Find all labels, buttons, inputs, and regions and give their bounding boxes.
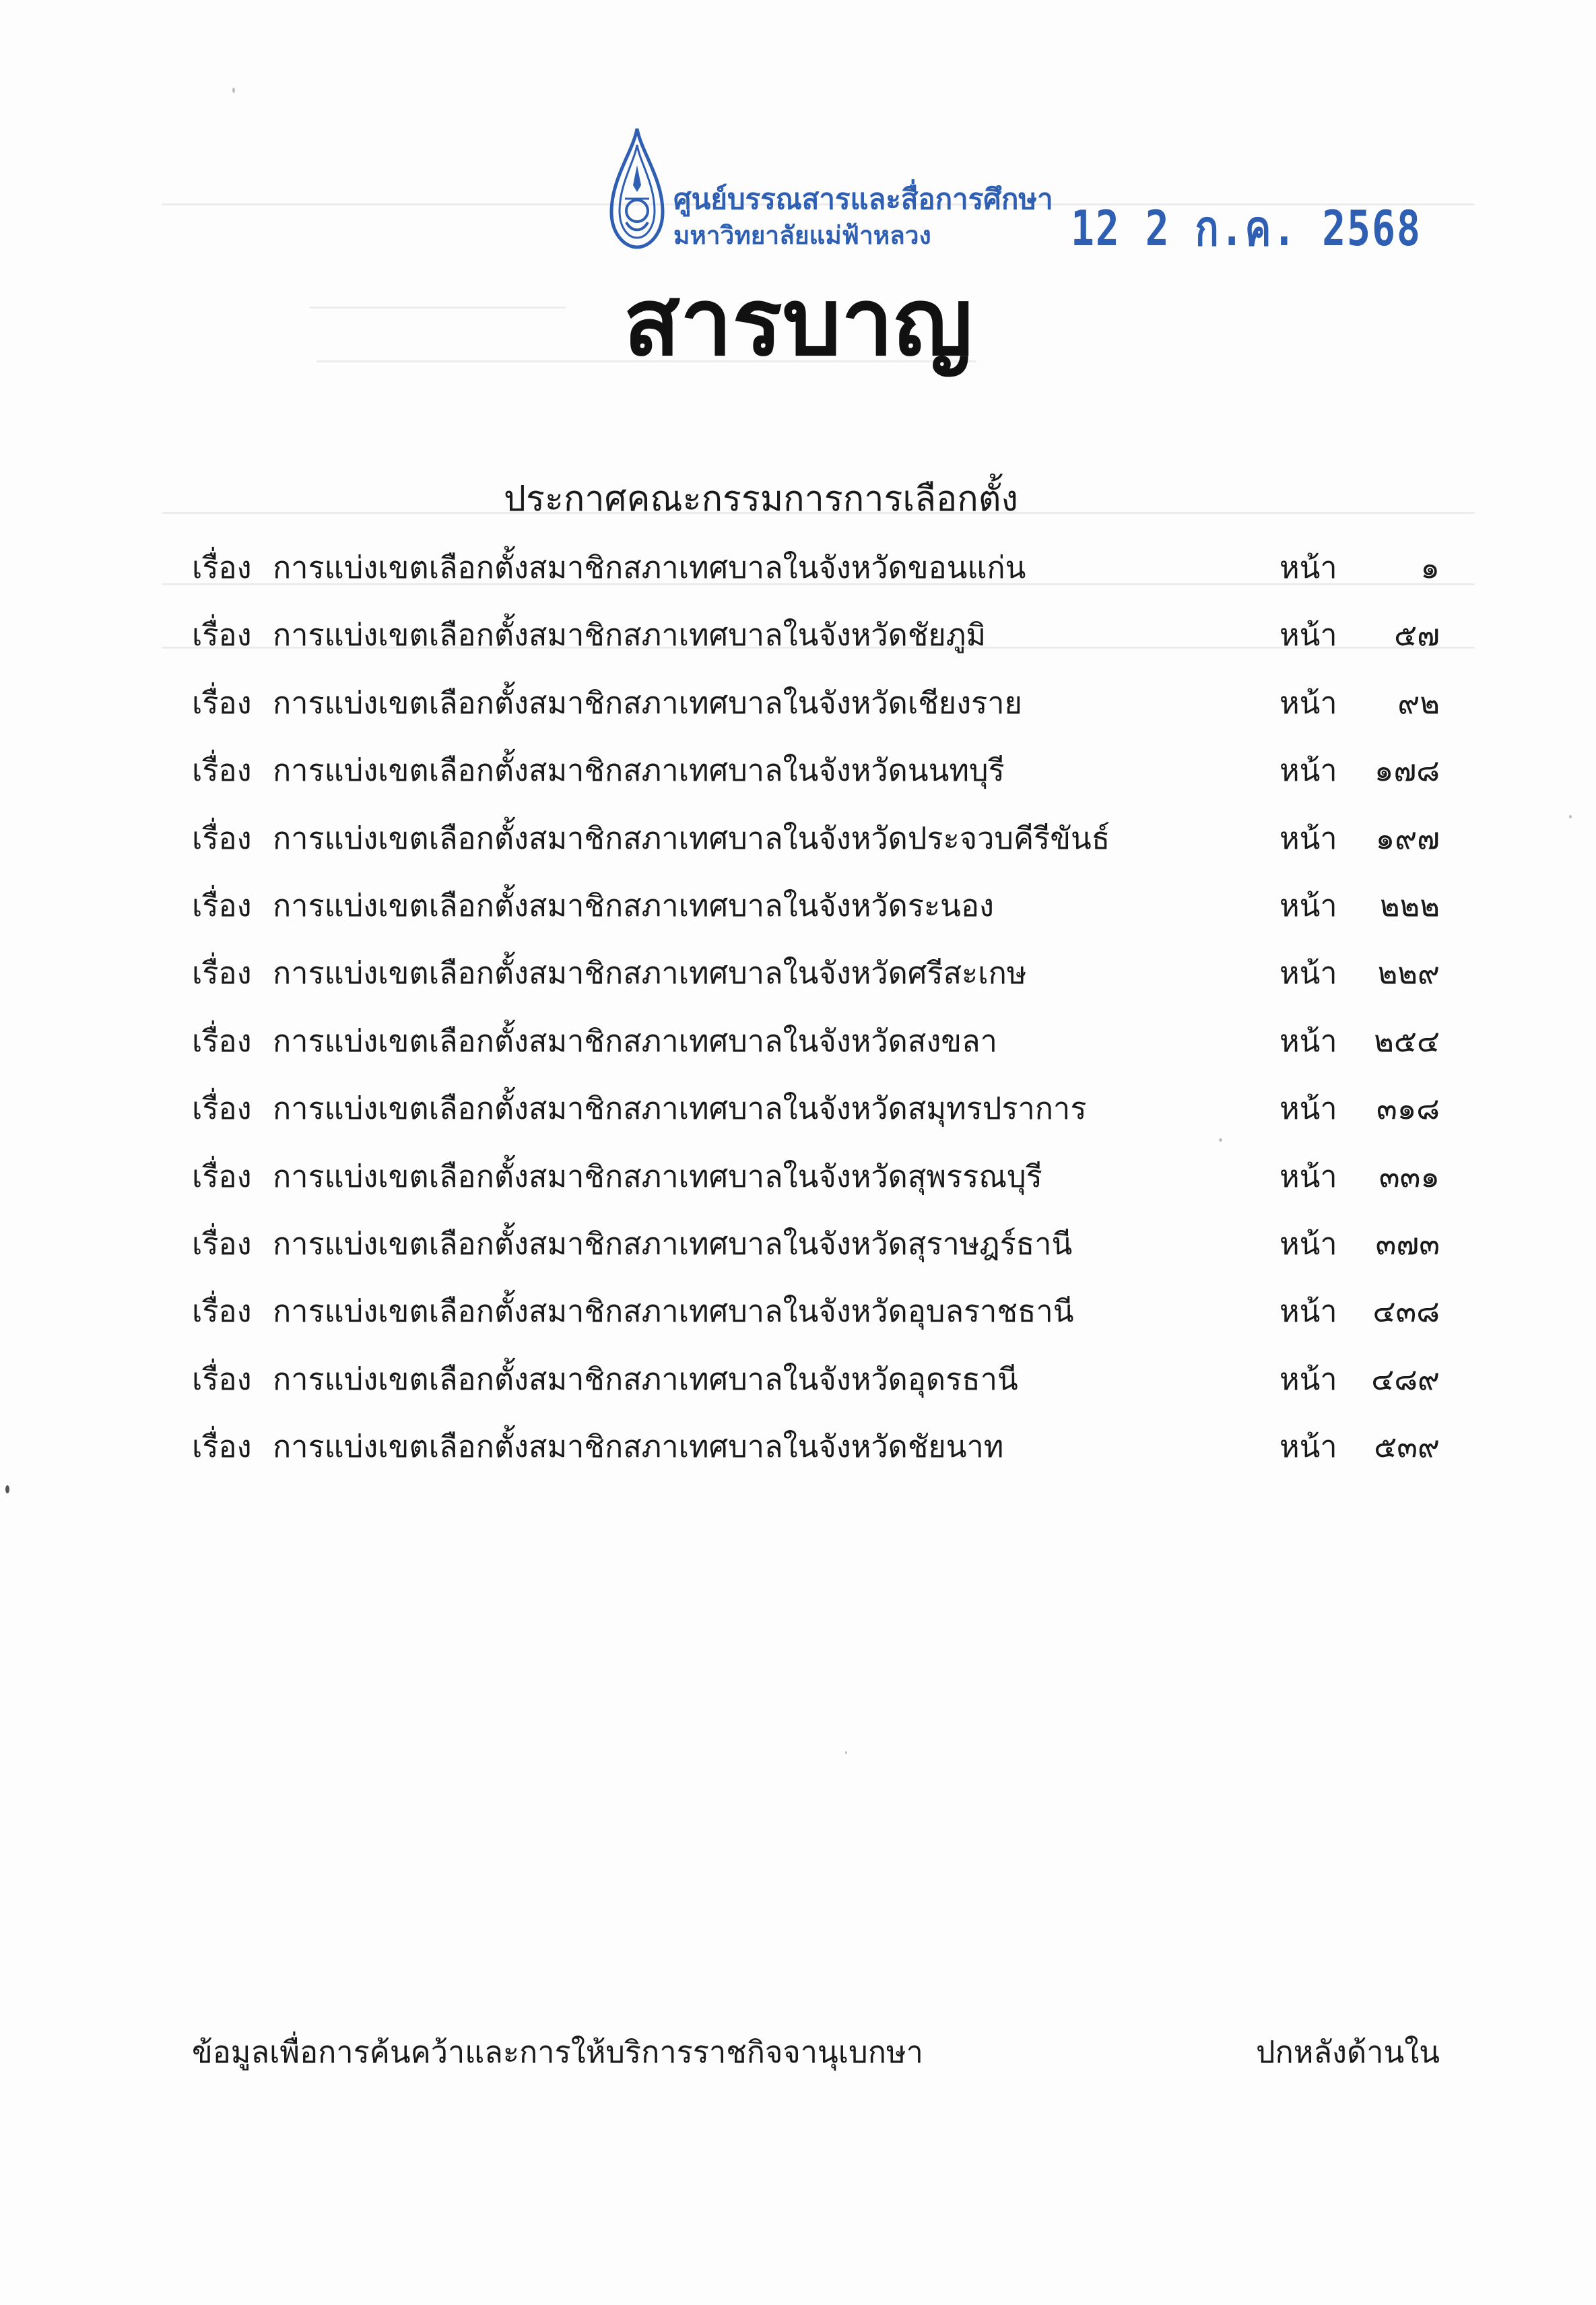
toc-entry-title: การแบ่งเขตเลือกตั้งสมาชิกสภาเทศบาลในจังหวัดชัยนาท — [273, 1429, 1004, 1465]
toc-entry — [0, 746, 1596, 813]
toc-entry-prefix: เรื่อง — [192, 550, 252, 585]
toc-entry-prefix: เรื่อง — [192, 1158, 252, 1194]
toc-page-number: ๔๘๙ — [1371, 1361, 1440, 1397]
toc-entry — [0, 1355, 1596, 1422]
toc-page-number: ๒๒๒ — [1380, 887, 1440, 923]
toc-entry-title: การแบ่งเขตเลือกตั้งสมาชิกสภาเทศบาลในจังหวัดระนอง — [273, 887, 994, 923]
toc-page-number: ๒๒๙ — [1377, 955, 1440, 992]
toc-entry-title: การแบ่งเขตเลือกตั้งสมาชิกสภาเทศบาลในจังหวัดอุบลราชธานี — [273, 1293, 1074, 1330]
toc-page-label: หน้า — [1279, 1225, 1337, 1262]
footer-source-note: ข้อมูลเพื่อการค้นคว้าและการให้บริการราชกิจจานุเบกษา — [192, 2034, 923, 2070]
toc-page-number: ๑๗๘ — [1374, 752, 1440, 789]
toc-page-number: ๕๗ — [1394, 617, 1440, 653]
toc-entry — [0, 814, 1596, 881]
toc-entry-prefix: เรื่อง — [192, 1293, 252, 1330]
toc-entry-title: การแบ่งเขตเลือกตั้งสมาชิกสภาเทศบาลในจังหวัดนนทบุรี — [273, 752, 1005, 789]
toc-entry-prefix: เรื่อง — [192, 1022, 252, 1059]
toc-entry — [0, 1016, 1596, 1084]
toc-page-label: หน้า — [1279, 1429, 1337, 1465]
toc-entry-title: การแบ่งเขตเลือกตั้งสมาชิกสภาเทศบาลในจังหวัดประจวบคีรีขันธ์ — [273, 820, 1110, 856]
toc-entry — [0, 1287, 1596, 1354]
toc-entry — [0, 1152, 1596, 1219]
toc-entry-prefix: เรื่อง — [192, 887, 252, 923]
toc-page-number: ๒๕๔ — [1374, 1022, 1440, 1059]
toc-entry — [0, 1219, 1596, 1287]
toc-entry-prefix: เรื่อง — [192, 1225, 252, 1262]
toc-entry-title: การแบ่งเขตเลือกตั้งสมาชิกสภาเทศบาลในจังหวัดเชียงราย — [273, 684, 1022, 721]
toc-page-label: หน้า — [1279, 1361, 1337, 1397]
footer-page-position: ปกหลังด้านใน — [1255, 2034, 1440, 2070]
page-title: สารบาญ — [623, 268, 973, 377]
toc-entry-title: การแบ่งเขตเลือกตั้งสมาชิกสภาเทศบาลในจังหวัดสุพรรณบุรี — [273, 1158, 1042, 1194]
scan-speck — [1219, 1138, 1222, 1142]
toc-page-number: ๔๓๘ — [1372, 1293, 1440, 1330]
scan-speck — [5, 1485, 9, 1493]
scan-speck — [232, 88, 235, 93]
stamp-date: 12 2 ก.ค. 2568 — [1071, 199, 1422, 257]
toc-page-label: หน้า — [1279, 684, 1337, 721]
toc-page-label: หน้า — [1279, 955, 1337, 992]
scan-speck — [1569, 815, 1572, 818]
toc-page-number: ๓๗๓ — [1375, 1225, 1440, 1262]
library-received-stamp — [606, 125, 1422, 257]
toc-entry-title: การแบ่งเขตเลือกตั้งสมาชิกสภาเทศบาลในจังหวัดศรีสะเกษ — [273, 955, 1027, 992]
toc-entry-prefix: เรื่อง — [192, 820, 252, 856]
toc-page-label: หน้า — [1279, 1293, 1337, 1330]
toc-entry — [0, 1422, 1596, 1489]
toc-page-label: หน้า — [1279, 752, 1337, 789]
toc-entry — [0, 610, 1596, 678]
table-of-contents — [0, 543, 1596, 1489]
toc-page-number: ๙๒ — [1397, 684, 1440, 721]
toc-entry — [0, 1084, 1596, 1151]
toc-page-label: หน้า — [1279, 1022, 1337, 1059]
stamp-org-name: ศูนย์บรรณสารและสื่อการศึกษา — [673, 183, 1053, 216]
toc-entry-title: การแบ่งเขตเลือกตั้งสมาชิกสภาเทศบาลในจังหวัดสงขลา — [273, 1022, 997, 1059]
toc-entry-title: การแบ่งเขตเลือกตั้งสมาชิกสภาเทศบาลในจังหวัดสุราษฎร์ธานี — [273, 1225, 1073, 1262]
toc-page-label: หน้า — [1279, 1158, 1337, 1194]
toc-page-label: หน้า — [1279, 550, 1337, 585]
toc-entry-prefix: เรื่อง — [192, 617, 252, 653]
stamp-university-name: มหาวิทยาลัยแม่ฟ้าหลวง — [673, 221, 931, 250]
toc-entry — [0, 948, 1596, 1016]
toc-page-number: ๓๓๑ — [1378, 1158, 1440, 1194]
toc-page-label: หน้า — [1279, 887, 1337, 923]
toc-page-number: ๕๓๙ — [1374, 1429, 1440, 1465]
toc-page-number: ๑ — [1420, 550, 1440, 585]
section-heading: ประกาศคณะกรรมการการเลือกตั้ง — [504, 479, 1018, 519]
toc-entry-title: การแบ่งเขตเลือกตั้งสมาชิกสภาเทศบาลในจังหวัดชัยภูมิ — [273, 617, 987, 653]
toc-entry-prefix: เรื่อง — [192, 1429, 252, 1465]
toc-page-number: ๑๙๗ — [1375, 820, 1440, 856]
toc-entry-prefix: เรื่อง — [192, 955, 252, 992]
toc-entry — [0, 678, 1596, 746]
toc-entry — [0, 881, 1596, 948]
toc-page-label: หน้า — [1279, 617, 1337, 653]
mfu-university-emblem-icon — [606, 125, 668, 253]
toc-entry — [0, 543, 1596, 610]
toc-entry-prefix: เรื่อง — [192, 1361, 252, 1397]
toc-entry-title: การแบ่งเขตเลือกตั้งสมาชิกสภาเทศบาลในจังหวัดสมุทรปราการ — [273, 1091, 1087, 1127]
toc-entry-prefix: เรื่อง — [192, 752, 252, 789]
toc-entry-title: การแบ่งเขตเลือกตั้งสมาชิกสภาเทศบาลในจังหวัดขอนแก่น — [273, 550, 1026, 585]
toc-page-number: ๓๑๘ — [1376, 1091, 1440, 1127]
scan-speck — [845, 1751, 847, 1754]
toc-entry-prefix: เรื่อง — [192, 1091, 252, 1127]
toc-entry-title: การแบ่งเขตเลือกตั้งสมาชิกสภาเทศบาลในจังหวัดอุดรธานี — [273, 1361, 1018, 1397]
toc-entry-prefix: เรื่อง — [192, 684, 252, 721]
toc-page-label: หน้า — [1279, 1091, 1337, 1127]
toc-page-label: หน้า — [1279, 820, 1337, 856]
